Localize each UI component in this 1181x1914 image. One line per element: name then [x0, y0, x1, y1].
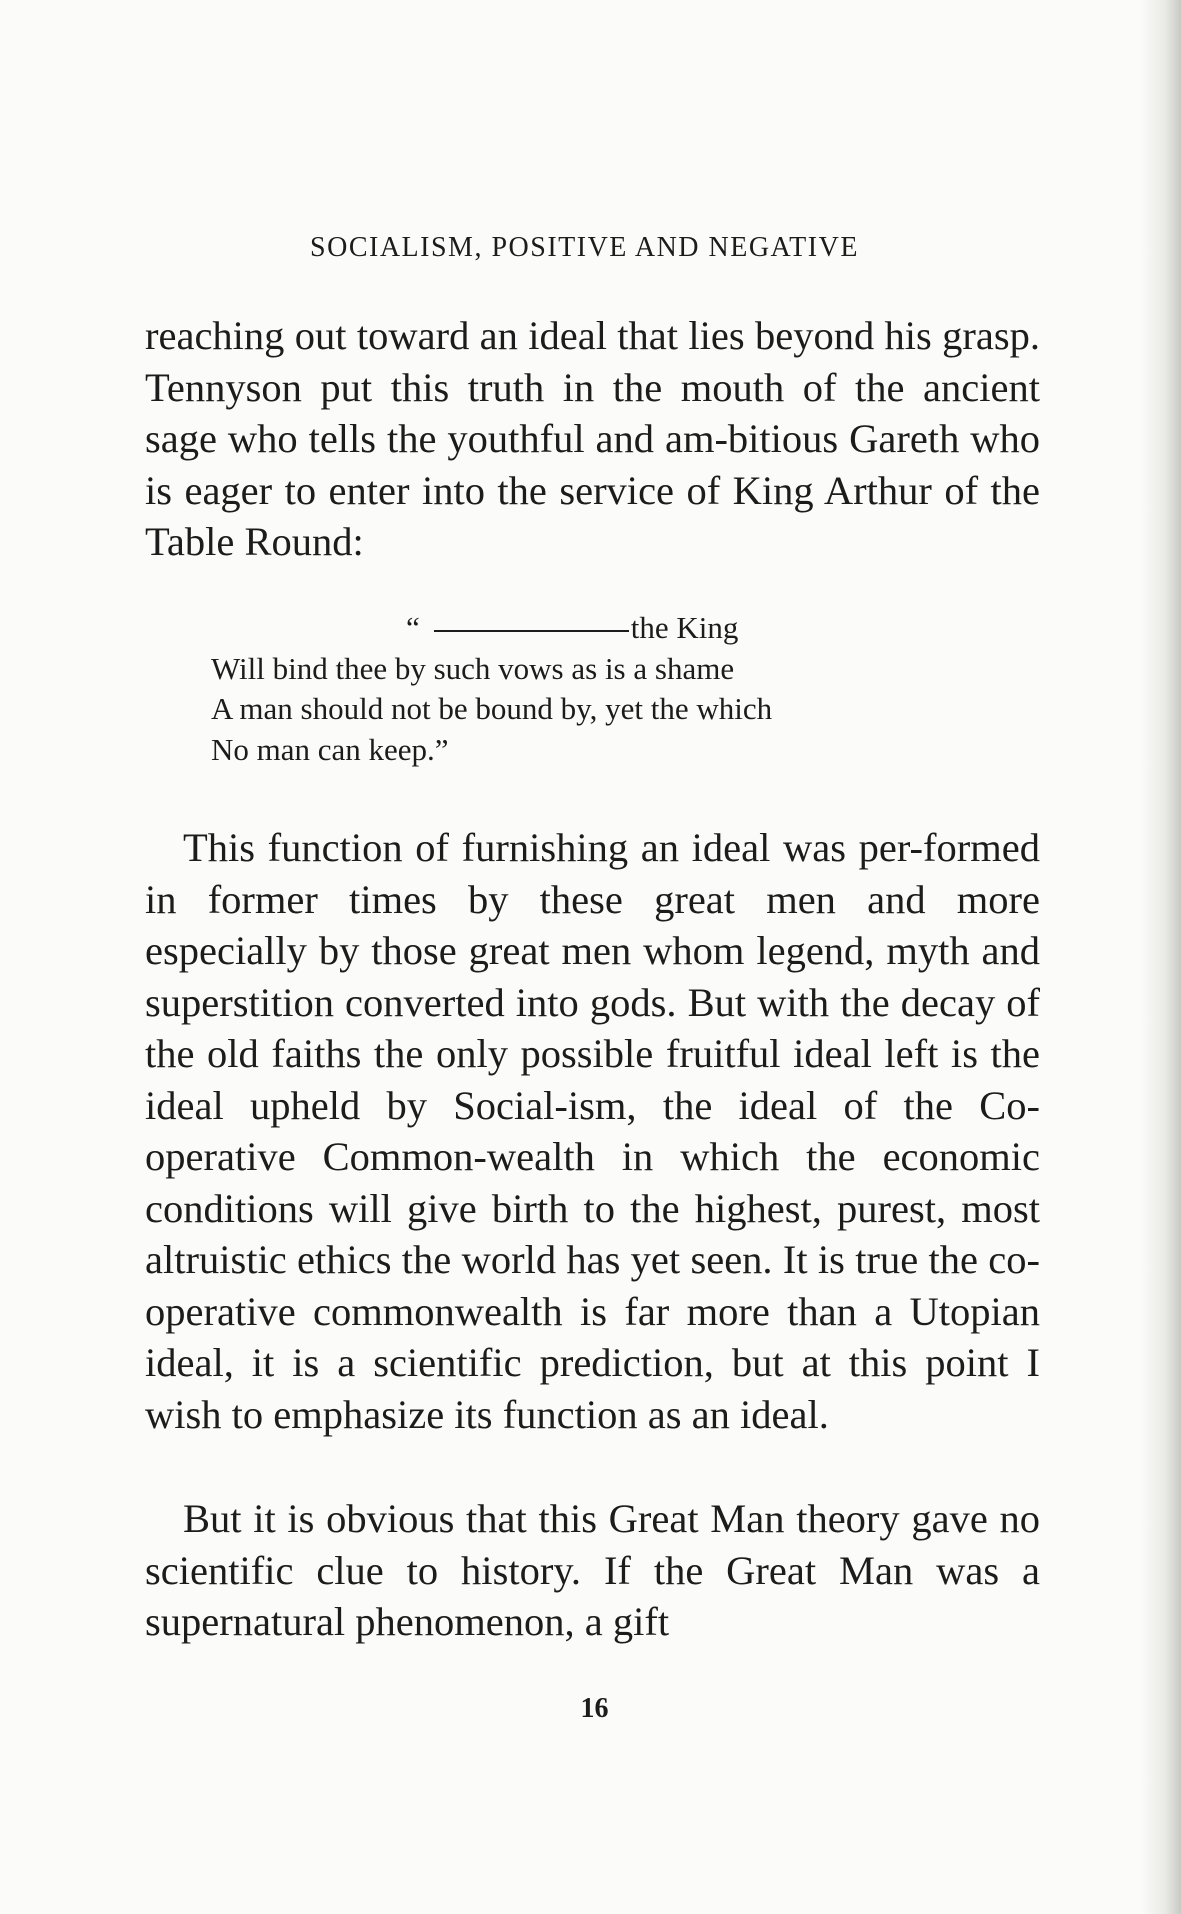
verse-dash-rule	[434, 630, 629, 632]
paragraph-3-text: But it is obvious that this Great Man theory gave no scientific clue to history. If the Great Man was a supernatural phenomenon, a gift	[145, 1496, 1040, 1644]
running-head: SOCIALISM, POSITIVE AND NEGATIVE	[310, 232, 859, 263]
verse-open-quote: “	[406, 610, 420, 645]
page-number: 16	[580, 1693, 609, 1724]
verse-line-2: Will bind thee by such vows as is a shame	[211, 650, 735, 686]
paragraph-1	[145, 310, 1040, 568]
paragraph-2-text: This function of furnishing an ideal was per-formed in former times by these great men and more especially by those great men whom legend, myth and superstition converted into gods. But with the decay of the old faiths the only possible fruitful ideal left is the ideal upheld by Social-ism, the ideal of the Co-operative Common-wealth in which the economic conditions will give birth to the highest, purest, most altruistic ethics the world has yet seen. It is true the co-operative commonwealth is far more than a Utopian ideal, it is a scientific prediction, but at this point I wish to emphasize its function as an ideal.	[145, 825, 1040, 1437]
page-edge-shadow	[1141, 0, 1181, 1914]
paragraph-1-text: reaching out toward an ideal that lies beyond his grasp. Tennyson put this truth in the mouth of the ancient sage who tells the youthful and am-bitious Gareth who is eager to enter into the service of King Arthur of the Table Round:	[145, 313, 1040, 564]
verse-quotation	[211, 608, 1011, 770]
verse-line-4: No man can keep.”	[211, 731, 449, 767]
paragraph-2	[145, 822, 1040, 1440]
verse-line-3: A man should not be bound by, yet the which	[211, 691, 773, 726]
verse-line-1	[211, 608, 1011, 649]
verse-line-1-text: the King	[630, 610, 739, 645]
paragraph-3	[145, 1493, 1040, 1648]
